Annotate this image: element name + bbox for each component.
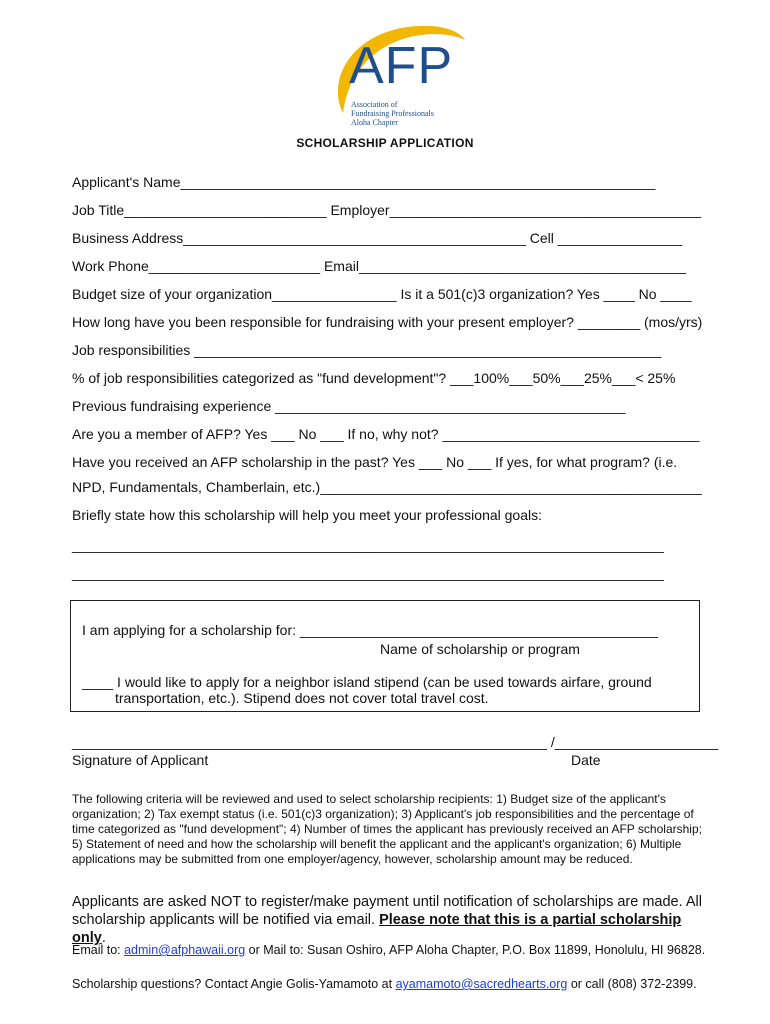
logo-subtitle: Association of Fundraising Professionals Aloha Chapter xyxy=(351,100,434,127)
field-previous-experience[interactable]: Previous fundraising experience _____________________________________________ xyxy=(72,398,626,414)
signature-label: Signature of Applicant xyxy=(72,752,209,768)
mail-instructions xyxy=(72,943,705,957)
field-past-scholarship[interactable]: Have you received an AFP scholarship in the past? Yes ___ No ___ If yes, for what program? (i.e. xyxy=(72,454,678,470)
field-work-phone-email[interactable]: Work Phone______________________ Email__________________________________________ xyxy=(72,258,686,274)
goals-line-1[interactable]: ____________________________________________________________________________ xyxy=(72,537,664,553)
date-label: Date xyxy=(571,752,601,768)
logo-brand: AFP xyxy=(349,37,454,95)
stipend-note: transportation, etc.). Stipend does not cover total travel cost. xyxy=(115,690,489,706)
goals-line-2[interactable]: ____________________________________________________________________________ xyxy=(72,565,664,581)
selection-criteria: The following criteria will be reviewed and used to select scholarship recipients: 1) Budget size of the applicant's organization; 2) Tax exempt status (i.e. 501(c)3 organization); 3) Applicant's job responsibilities and the percentage of time categorized as "fund development"; 4) Number of times the applicant has previously received an AFP scholarship; 5) Statement of need and how the scholarship will benefit the applicant and the applicant's organization; 6) Multiple applications may be submitted from one employer/agency, however, scholarship amount may be reduced. xyxy=(72,792,702,866)
afp-logo xyxy=(325,18,475,128)
registration-notice xyxy=(72,893,712,947)
notice-end: . xyxy=(101,930,106,946)
field-past-scholarship-program[interactable]: NPD, Fundamentals, Chamberlain, etc.)_________________________________________________ xyxy=(72,479,702,495)
scholarship-name-label: Name of scholarship or program xyxy=(380,641,580,657)
scholarship-box xyxy=(70,600,700,712)
questions-contact xyxy=(72,977,697,991)
stipend-checkbox-line[interactable]: ____ I would like to apply for a neighbor island stipend (can be used towards airfare, ground xyxy=(82,674,652,690)
page-title: SCHOLARSHIP APPLICATION xyxy=(296,136,474,150)
field-business-address[interactable]: Business Address____________________________________________ Cell ________________ xyxy=(72,230,683,246)
field-job-responsibilities[interactable]: Job responsibilities ____________________________________________________________ xyxy=(72,342,662,358)
questions-prefix: Scholarship questions? Contact Angie Golis-Yamamoto at xyxy=(72,977,396,991)
questions-email-link[interactable]: ayamamoto@sacredhearts.org xyxy=(395,977,568,991)
field-fund-development-percent[interactable]: % of job responsibilities categorized as "fund development"? ___100%___50%___25%___< 25% xyxy=(72,370,676,386)
field-afp-member[interactable]: Are you a member of AFP? Yes ___ No ___ If no, why not? _________________________________ xyxy=(72,426,700,442)
email-prefix: Email to: xyxy=(72,943,125,957)
notice-text: Applicants are asked NOT to register/make payment until notification of scholarships are made. All scholarship applicants will be notified via email. xyxy=(72,894,702,928)
mail-address: or Mail to: Susan Oshiro, AFP Aloha Chapter, P.O. Box 11899, Honolulu, HI 96828. xyxy=(245,943,706,957)
field-budget-size[interactable]: Budget size of your organization________________ Is it a 501(c)3 organization? Yes ____ No ____ xyxy=(72,286,692,302)
signature-line[interactable]: _____________________________________________________________ /_____________________ xyxy=(72,734,719,750)
partial-scholarship-note: Please note that this is a partial scholarship only xyxy=(72,912,682,946)
goals-prompt: Briefly state how this scholarship will help you meet your professional goals: xyxy=(72,507,543,523)
applying-for-field[interactable]: I am applying for a scholarship for: ______________________________________________ xyxy=(82,622,659,638)
admin-email-link[interactable]: admin@afphawaii.org xyxy=(124,943,246,957)
field-job-title-employer[interactable]: Job Title__________________________ Employer________________________________________ xyxy=(72,202,702,218)
field-fundraising-duration[interactable]: How long have you been responsible for fundraising with your present employer? ________ (mos/yrs) xyxy=(72,314,703,330)
field-applicant-name[interactable]: Applicant's Name_____________________________________________________________ xyxy=(72,174,656,190)
questions-phone: or call (808) 372-2399. xyxy=(567,977,697,991)
